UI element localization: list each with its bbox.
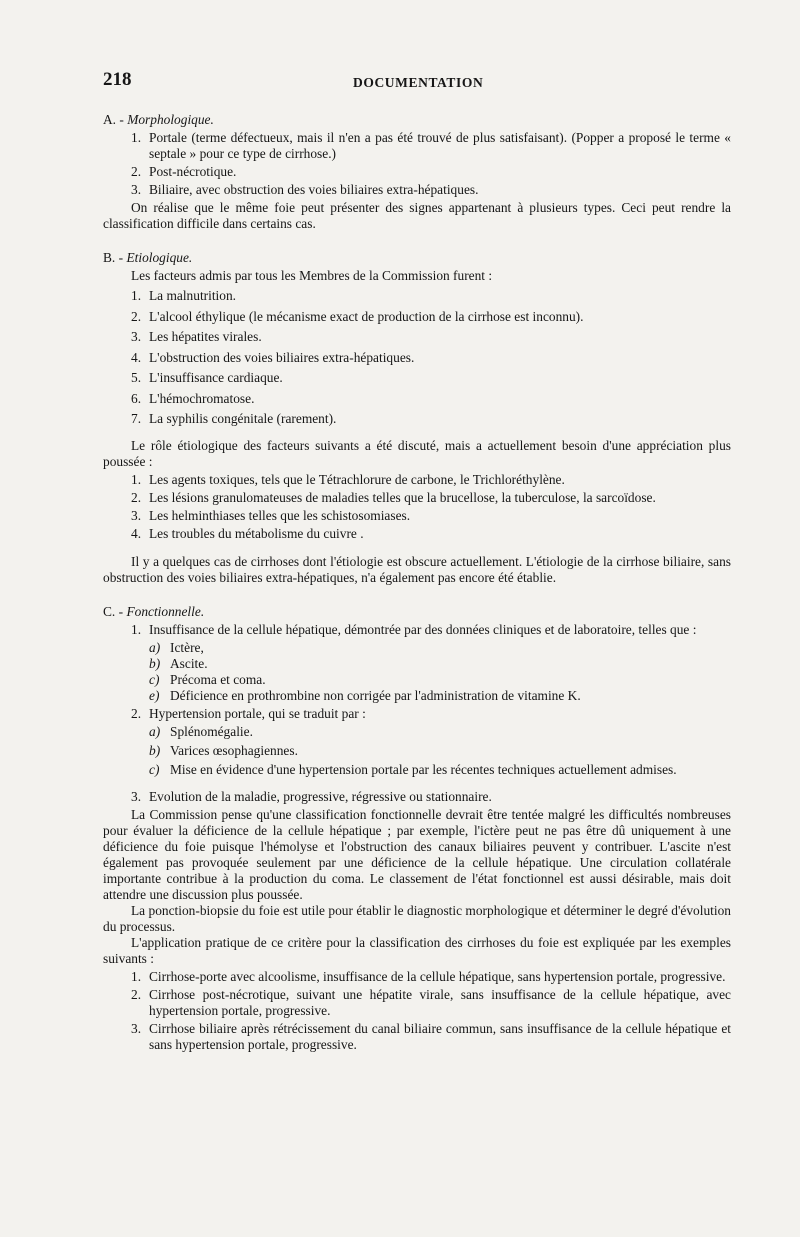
section-c-list-2	[103, 706, 731, 722]
list-item	[103, 350, 731, 366]
section-a-letter: A. -	[103, 112, 124, 127]
list-item	[103, 622, 731, 638]
item-text: Les lésions granulomateuses de maladies telles que la brucellose, la tuberculose, la sarcoïdose.	[149, 489, 656, 505]
list-item	[103, 969, 731, 985]
item-text: L'alcool éthylique (le mécanisme exact de production de la cirrhose est inconnu).	[149, 308, 584, 324]
sub-item	[103, 640, 731, 656]
sub-item-text: Ictère,	[170, 639, 204, 655]
sub-item-text: Splénomégalie.	[170, 723, 253, 739]
item-number: 4.	[131, 525, 142, 541]
item-number: 1.	[131, 968, 142, 984]
sub-item-text: Précoma et coma.	[170, 671, 266, 687]
item-number: 3.	[131, 788, 142, 804]
section-c-heading	[103, 604, 731, 620]
sub-item-letter: c)	[149, 761, 160, 777]
section-b-note: Il y a quelques cas de cirrhoses dont l'étiologie est obscure actuellement. L'étiologie de la cirrhose biliaire, sans obstruction des voies biliaires extra-hépatiques, n'a également pas encore été établie.	[103, 553, 731, 585]
list-item	[103, 472, 731, 488]
list-item	[103, 309, 731, 325]
page-header	[103, 69, 733, 94]
sub-item-letter: b)	[149, 742, 161, 758]
section-c-paragraph-1: La Commission pense qu'une classification fonctionnelle devrait être tentée malgré les difficultés nombreuses pour évaluer la déficience de la cellule hépatique ; par exemple, l'ictère peut ne pas être dû uniquement à une déficience du foie puisque l'hémolyse et l'obstruction des canaux biliaires peuvent y contribuer. L'ascite n'est également pas provoquée seulement par une déficience de la cellule hépatique. Une circulation collatérale importante contribue à la production du coma. Le classement de l'état fonctionnel est aussi désirable, mais doit attendre une discussion plus poussée.	[103, 806, 731, 902]
item-text: L'obstruction des voies biliaires extra-hépatiques.	[149, 349, 415, 365]
item-number: 3.	[131, 1020, 142, 1036]
item-number: 1.	[131, 130, 142, 145]
item-text: Biliaire, avec obstruction des voies biliaires extra-hépatiques.	[149, 182, 479, 197]
list-item	[103, 490, 731, 506]
item-text: Insuffisance de la cellule hépatique, démontrée par des données cliniques et de laboratoire, telles que :	[149, 621, 697, 637]
item-number: 2.	[131, 705, 142, 721]
item-number: 1.	[131, 471, 142, 487]
sub-item	[103, 724, 731, 740]
section-a-title: Morphologique.	[127, 112, 214, 127]
sub-item-letter: e)	[149, 687, 160, 703]
item-text: L'insuffisance cardiaque.	[149, 370, 283, 385]
sub-item	[103, 688, 731, 704]
page-body	[103, 112, 731, 1055]
section-c-title: Fonctionnelle.	[126, 603, 205, 619]
item-number: 5.	[131, 370, 142, 385]
section-c-sublist-2	[103, 724, 731, 778]
item-number: 7.	[131, 411, 142, 426]
page-number: 218	[103, 69, 132, 90]
item-text: Les helminthiases telles que les schistosomiases.	[149, 507, 411, 523]
item-text: Evolution de la maladie, progressive, régressive ou stationnaire.	[149, 788, 492, 804]
sub-item-text: Varices œsophagiennes.	[170, 742, 298, 758]
section-b-discussed-list	[103, 472, 731, 542]
section-b-heading	[103, 250, 731, 266]
sub-item-letter: a)	[149, 639, 161, 655]
list-item	[103, 329, 731, 345]
item-number: 6.	[131, 390, 142, 406]
section-b-title: Etiologique.	[126, 250, 193, 265]
list-item	[103, 288, 731, 304]
item-text: Cirrhose-porte avec alcoolisme, insuffisance de la cellule hépatique, sans hypertension portale, progressive.	[149, 968, 726, 984]
sub-item-text: Déficience en prothrombine non corrigée par l'administration de vitamine K.	[170, 687, 581, 703]
item-text: Les hépatites virales.	[149, 329, 262, 344]
item-text: L'hémochromatose.	[149, 390, 255, 406]
sub-item	[103, 762, 731, 778]
item-number: 2.	[131, 308, 142, 324]
item-number: 3.	[131, 182, 142, 197]
item-text: Portale (terme défectueux, mais il n'en a pas été trouvé de plus satisfaisant). (Popper a proposé le terme « septale » pour ce type de cirrhose.)	[149, 130, 731, 161]
item-text: Les troubles du métabolisme du cuivre .	[149, 525, 364, 541]
sub-item-text: Ascite.	[170, 655, 208, 671]
list-item	[103, 411, 731, 427]
section-c-letter: C. -	[103, 603, 124, 619]
list-item	[103, 1021, 731, 1053]
item-text: Cirrhose post-nécrotique, suivant une hépatite virale, sans insuffisance de la cellule hépatique, avec hypertension portale, progressive.	[149, 986, 731, 1018]
sub-item-letter: c)	[149, 671, 160, 687]
sub-item-letter: b)	[149, 655, 161, 671]
sub-item	[103, 743, 731, 759]
item-number: 2.	[131, 986, 142, 1002]
item-text: Les agents toxiques, tels que le Tétrachlorure de carbone, le Trichloréthylène.	[149, 471, 565, 487]
section-a-list	[103, 130, 731, 198]
sub-item-text: Mise en évidence d'une hypertension portale par les récentes techniques actuellement admises.	[170, 761, 677, 777]
list-item	[103, 789, 731, 805]
list-item	[103, 526, 731, 542]
item-number: 4.	[131, 349, 142, 365]
item-number: 1.	[131, 288, 142, 303]
list-item	[103, 370, 731, 386]
item-text: La syphilis congénitale (rarement).	[149, 411, 337, 426]
section-c-list-3	[103, 789, 731, 805]
section-a-note: On réalise que le même foie peut présenter des signes appartenant à plusieurs types. Ceci peut rendre la classification difficile dans certains cas.	[103, 200, 731, 231]
list-item	[103, 182, 731, 198]
section-c-sublist-1	[103, 640, 731, 704]
section-b-list	[103, 288, 731, 427]
item-number: 2.	[131, 164, 142, 179]
section-a-heading	[103, 112, 731, 128]
sub-item	[103, 672, 731, 688]
list-item	[103, 130, 731, 162]
item-number: 3.	[131, 329, 142, 344]
list-item	[103, 706, 731, 722]
section-c-list	[103, 622, 731, 638]
item-number: 3.	[131, 507, 142, 523]
section-b-letter: B. -	[103, 250, 124, 265]
item-text: Hypertension portale, qui se traduit par :	[149, 705, 366, 721]
list-item	[103, 391, 731, 407]
section-c-examples	[103, 969, 731, 1053]
list-item	[103, 508, 731, 524]
item-text: Cirrhose biliaire après rétrécissement du canal biliaire commun, sans insuffisance de la cellule hépatique et sans hypertension portale, progressive.	[149, 1020, 731, 1052]
item-text: Post-nécrotique.	[149, 164, 237, 179]
section-c-paragraph-3: L'application pratique de ce critère pour la classification des cirrhoses du foie est expliquée par les exemples suivants :	[103, 934, 731, 966]
list-item	[103, 987, 731, 1019]
section-c-paragraph-2: La ponction-biopsie du foie est utile pour établir le diagnostic morphologique et déterminer le degré d'évolution du processus.	[103, 902, 731, 934]
item-number: 2.	[131, 489, 142, 505]
sub-item-letter: a)	[149, 723, 161, 739]
list-item	[103, 164, 731, 180]
item-text: La malnutrition.	[149, 288, 237, 303]
sub-item	[103, 656, 731, 672]
section-b-discussed-intro: Le rôle étiologique des facteurs suivants a été discuté, mais a actuellement besoin d'une appréciation plus poussée :	[103, 437, 731, 469]
running-title: DOCUMENTATION	[353, 75, 484, 90]
section-b-intro: Les facteurs admis par tous les Membres de la Commission furent :	[131, 268, 493, 283]
item-number: 1.	[131, 621, 142, 637]
